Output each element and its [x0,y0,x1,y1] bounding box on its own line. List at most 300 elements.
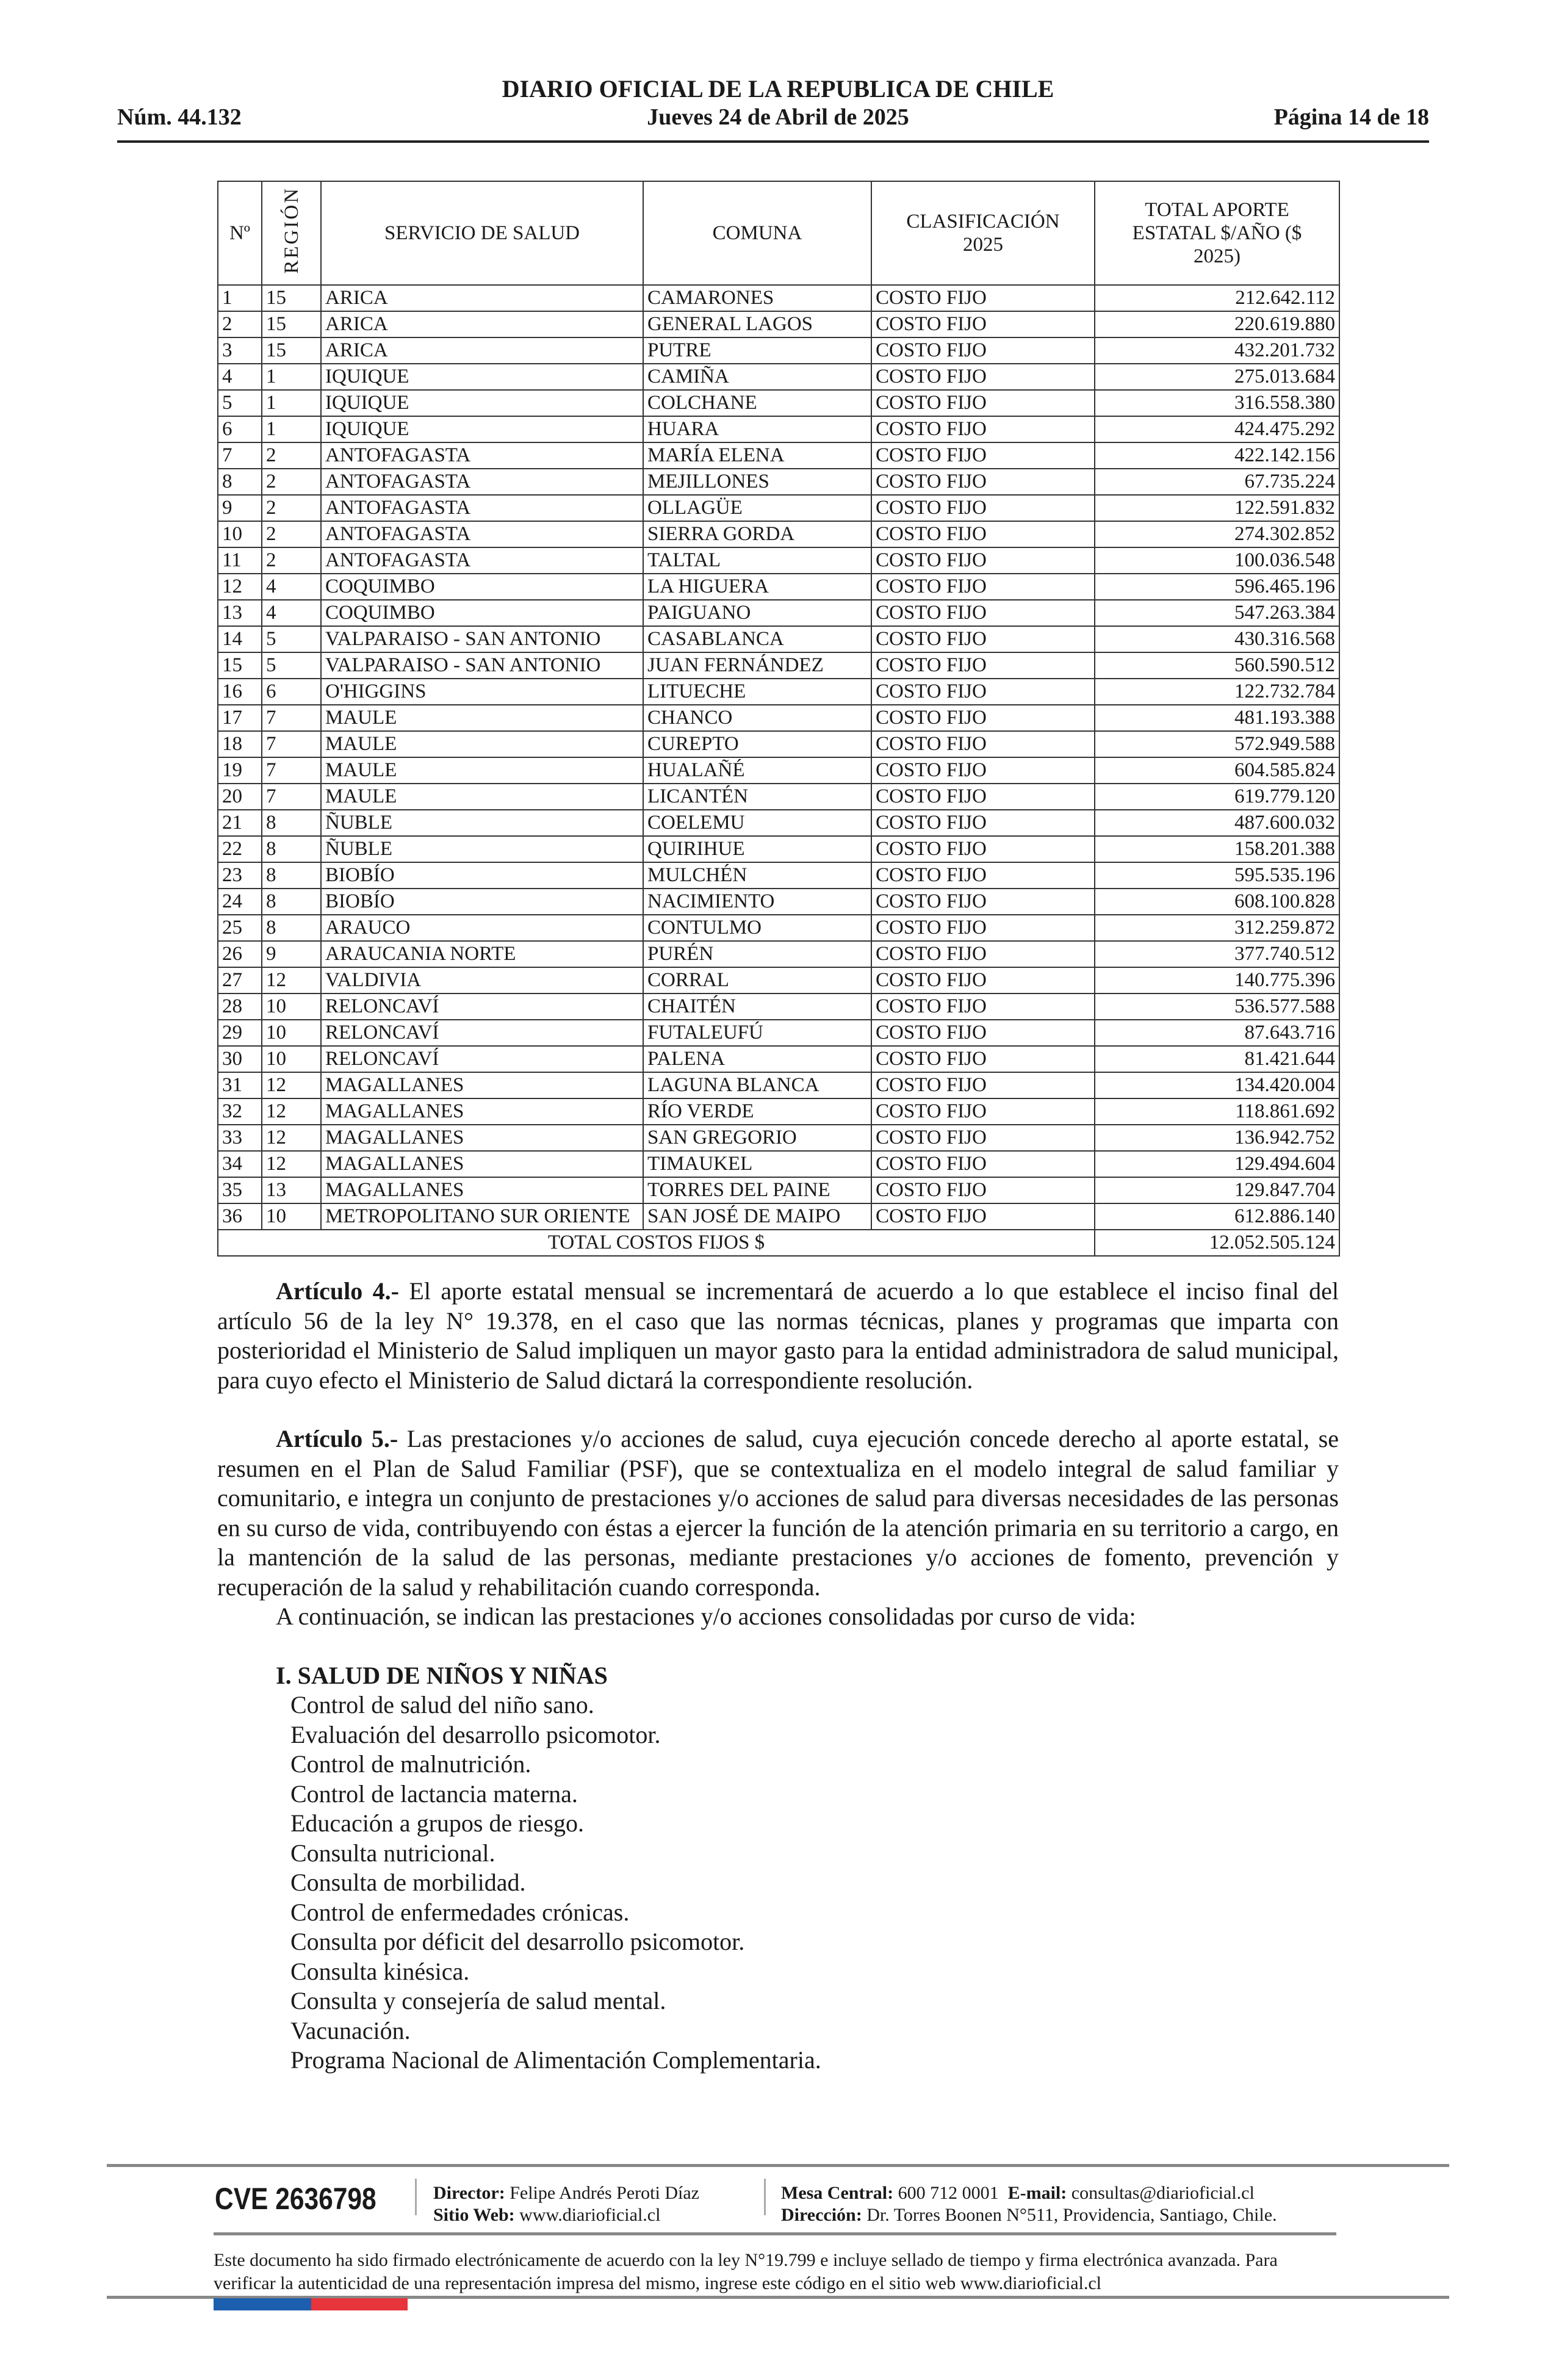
row-region: 5 [262,626,321,652]
table-row [218,1072,1339,1098]
row-total: 212.642.112 [1095,285,1339,311]
row-region: 1 [262,416,321,442]
row-total: 87.643.716 [1095,1020,1339,1046]
row-region: 12 [262,1072,321,1098]
row-number: 9 [218,495,262,521]
row-comuna: COLCHANE [643,390,871,416]
header-divider [117,140,1429,143]
row-comuna: CAMIÑA [643,364,871,390]
row-servicio: COQUIMBO [321,574,643,600]
table-row [218,469,1339,495]
row-region: 8 [262,862,321,889]
row-region: 15 [262,311,321,337]
region-header-label: REGIÓN [280,187,303,274]
row-number: 6 [218,416,262,442]
row-clasificacion: COSTO FIJO [871,705,1095,731]
row-comuna: MARÍA ELENA [643,442,871,469]
row-servicio: VALDIVIA [321,967,643,993]
signature-disclaimer: Este documento ha sido firmado electrónicamente de acuerdo con la ley N°19.799 e incluye sellado de tiempo y firma electrónica avanzada. Para verificar la autenticidad de una representación impresa del mismo, ingrese este código en el sitio web www.diarioficial.cl [214,2250,1278,2293]
row-comuna: LITUECHE [643,679,871,705]
row-comuna: OLLAGÜE [643,495,871,521]
row-total: 422.142.156 [1095,442,1339,469]
row-number: 21 [218,810,262,836]
row-total: 274.302.852 [1095,521,1339,547]
row-comuna: TORRES DEL PAINE [643,1177,871,1203]
row-clasificacion: COSTO FIJO [871,941,1095,967]
list-item: Control de enfermedades crónicas. [290,1898,630,1926]
list-item: Consulta y consejería de salud mental. [290,1987,666,2014]
row-total: 158.201.388 [1095,836,1339,862]
row-region: 8 [262,889,321,915]
cve-code: CVE 2636798 [215,2182,376,2216]
list-item: Vacunación. [290,2016,411,2044]
table-row [218,810,1339,836]
row-region: 2 [262,469,321,495]
footer-divider [107,2164,1449,2167]
row-clasificacion: COSTO FIJO [871,521,1095,547]
row-clasificacion: COSTO FIJO [871,311,1095,337]
prestaciones-list [217,1690,1339,2075]
row-servicio: ARICA [321,285,643,311]
table-row [218,285,1339,311]
row-number: 19 [218,757,262,784]
row-comuna: CAMARONES [643,285,871,311]
row-comuna: SIERRA GORDA [643,521,871,547]
table-row [218,1020,1339,1046]
row-clasificacion: COSTO FIJO [871,810,1095,836]
row-servicio: IQUIQUE [321,390,643,416]
row-number: 18 [218,731,262,757]
table-row [218,784,1339,810]
row-clasificacion: COSTO FIJO [871,1046,1095,1072]
row-number: 36 [218,1203,262,1230]
row-total: 424.475.292 [1095,416,1339,442]
table-row [218,416,1339,442]
col-header-comuna: COMUNA [643,181,871,285]
row-total: 136.942.752 [1095,1125,1339,1151]
list-item: Consulta kinésica. [290,1957,470,1985]
row-number: 11 [218,547,262,574]
row-clasificacion: COSTO FIJO [871,757,1095,784]
row-clasificacion: COSTO FIJO [871,967,1095,993]
row-total: 430.316.568 [1095,626,1339,652]
row-servicio: MAGALLANES [321,1125,643,1151]
row-clasificacion: COSTO FIJO [871,574,1095,600]
row-comuna: MEJILLONES [643,469,871,495]
row-number: 20 [218,784,262,810]
table-row [218,574,1339,600]
row-comuna: FUTALEUFÚ [643,1020,871,1046]
article-4-text: El aporte estatal mensual se incrementará de acuerdo a lo que establece el inciso final del artículo 56 de la ley N° 19.378, en el caso que las normas técnicas, planes y programas que imparta con posterioridad el Ministerio de Salud impliquen un mayor gasto para la entidad administradora de salud municipal, para cuyo efecto el Ministerio de Salud dictará la correspondiente resolución. [217,1277,1339,1394]
row-number: 14 [218,626,262,652]
row-region: 9 [262,941,321,967]
row-comuna: SAN JOSÉ DE MAIPO [643,1203,871,1230]
row-total: 560.590.512 [1095,652,1339,679]
row-servicio: ARAUCANIA NORTE [321,941,643,967]
row-total: 220.619.880 [1095,311,1339,337]
row-clasificacion: COSTO FIJO [871,652,1095,679]
aporte-table [217,181,1340,1257]
article-5 [217,1424,1339,1602]
table-row [218,862,1339,889]
table-row [218,1046,1339,1072]
row-number: 8 [218,469,262,495]
row-number: 24 [218,889,262,915]
row-servicio: ANTOFAGASTA [321,469,643,495]
row-servicio: MAULE [321,731,643,757]
row-comuna: QUIRIHUE [643,836,871,862]
table-row [218,967,1339,993]
row-total: 487.600.032 [1095,810,1339,836]
table-row [218,311,1339,337]
row-number: 22 [218,836,262,862]
row-region: 2 [262,442,321,469]
list-item: Control de lactancia materna. [290,1780,578,1808]
row-clasificacion: COSTO FIJO [871,731,1095,757]
table-row [218,1177,1339,1203]
table-row [218,889,1339,915]
row-total: 572.949.588 [1095,731,1339,757]
row-region: 7 [262,757,321,784]
row-clasificacion: COSTO FIJO [871,1072,1095,1098]
article-4-title: Artículo 4.- [276,1277,399,1305]
row-comuna: CORRAL [643,967,871,993]
row-comuna: TALTAL [643,547,871,574]
row-comuna: CONTULMO [643,915,871,941]
table-header-row [218,181,1339,285]
row-region: 10 [262,1020,321,1046]
table-row [218,521,1339,547]
row-region: 10 [262,1046,321,1072]
row-clasificacion: COSTO FIJO [871,495,1095,521]
address-label: Dirección: [781,2205,862,2225]
row-servicio: BIOBÍO [321,862,643,889]
row-number: 28 [218,993,262,1020]
row-number: 12 [218,574,262,600]
row-comuna: CHAITÉN [643,993,871,1020]
total-row [218,1230,1339,1256]
row-region: 8 [262,915,321,941]
row-servicio: ÑUBLE [321,836,643,862]
row-number: 27 [218,967,262,993]
row-comuna: RÍO VERDE [643,1098,871,1125]
row-servicio: BIOBÍO [321,889,643,915]
flag-stripe-red [311,2298,408,2310]
row-number: 4 [218,364,262,390]
row-number: 2 [218,311,262,337]
row-number: 26 [218,941,262,967]
row-region: 6 [262,679,321,705]
row-clasificacion: COSTO FIJO [871,836,1095,862]
row-number: 34 [218,1151,262,1177]
row-total: 140.775.396 [1095,967,1339,993]
row-servicio: MAULE [321,757,643,784]
issue-number: Núm. 44.132 [117,104,242,130]
row-servicio: RELONCAVÍ [321,1020,643,1046]
row-number: 15 [218,652,262,679]
row-comuna: PUTRE [643,337,871,364]
row-total: 595.535.196 [1095,862,1339,889]
row-number: 30 [218,1046,262,1072]
row-number: 17 [218,705,262,731]
row-clasificacion: COSTO FIJO [871,993,1095,1020]
document-body [217,1277,1339,2075]
row-comuna: NACIMIENTO [643,889,871,915]
website-link[interactable]: www.diarioficial.cl [519,2205,661,2225]
row-number: 31 [218,1072,262,1098]
row-total: 536.577.588 [1095,993,1339,1020]
row-servicio: IQUIQUE [321,364,643,390]
flag-stripe-blue [214,2298,311,2310]
row-comuna: CASABLANCA [643,626,871,652]
row-clasificacion: COSTO FIJO [871,1125,1095,1151]
row-number: 35 [218,1177,262,1203]
row-comuna: TIMAUKEL [643,1151,871,1177]
row-servicio: MAGALLANES [321,1072,643,1098]
row-region: 12 [262,1098,321,1125]
table-row [218,1098,1339,1125]
table-row [218,705,1339,731]
row-total: 432.201.732 [1095,337,1339,364]
table-row [218,600,1339,626]
row-servicio: ÑUBLE [321,810,643,836]
row-region: 5 [262,652,321,679]
row-region: 4 [262,574,321,600]
row-comuna: PALENA [643,1046,871,1072]
col-header-total: TOTAL APORTE ESTATAL $/AÑO ($ 2025) [1095,181,1339,285]
footer-director-block [433,2182,699,2226]
row-total: 312.259.872 [1095,915,1339,941]
row-clasificacion: COSTO FIJO [871,285,1095,311]
table-row [218,547,1339,574]
row-servicio: ANTOFAGASTA [321,521,643,547]
row-comuna: PURÉN [643,941,871,967]
row-region: 1 [262,364,321,390]
article-5-title: Artículo 5.- [276,1425,398,1452]
row-comuna: CHANCO [643,705,871,731]
row-region: 4 [262,600,321,626]
row-servicio: IQUIQUE [321,416,643,442]
row-servicio: RELONCAVÍ [321,993,643,1020]
row-clasificacion: COSTO FIJO [871,1177,1095,1203]
row-clasificacion: COSTO FIJO [871,784,1095,810]
row-region: 7 [262,731,321,757]
table-row [218,390,1339,416]
list-item: Control de malnutrición. [290,1750,531,1778]
row-clasificacion: COSTO FIJO [871,1203,1095,1230]
row-region: 15 [262,337,321,364]
row-region: 10 [262,1203,321,1230]
table-row [218,495,1339,521]
row-number: 13 [218,600,262,626]
table-row [218,941,1339,967]
list-item: Consulta de morbilidad. [290,1869,526,1896]
row-number: 3 [218,337,262,364]
row-number: 33 [218,1125,262,1151]
table-row [218,652,1339,679]
row-servicio: ANTOFAGASTA [321,495,643,521]
row-clasificacion: COSTO FIJO [871,915,1095,941]
row-clasificacion: COSTO FIJO [871,626,1095,652]
row-comuna: SAN GREGORIO [643,1125,871,1151]
row-total: 134.420.004 [1095,1072,1339,1098]
row-clasificacion: COSTO FIJO [871,364,1095,390]
row-total: 547.263.384 [1095,600,1339,626]
col-header-servicio: SERVICIO DE SALUD [321,181,643,285]
section-title: I. SALUD DE NIÑOS Y NIÑAS [276,1661,608,1689]
footer-contact-block [781,2182,1277,2226]
row-total: 608.100.828 [1095,889,1339,915]
row-total: 122.591.832 [1095,495,1339,521]
row-region: 2 [262,521,321,547]
row-total: 612.886.140 [1095,1203,1339,1230]
email-link[interactable]: consultas@diarioficial.cl [1071,2183,1255,2203]
row-comuna: COELEMU [643,810,871,836]
row-servicio: ARAUCO [321,915,643,941]
table-row [218,731,1339,757]
row-region: 7 [262,705,321,731]
page-number: Página 14 de 18 [1273,104,1429,130]
table-row [218,679,1339,705]
row-number: 16 [218,679,262,705]
total-value: 12.052.505.124 [1095,1230,1339,1256]
list-item: Programa Nacional de Alimentación Complementaria. [290,2046,821,2074]
row-comuna: GENERAL LAGOS [643,311,871,337]
row-clasificacion: COSTO FIJO [871,337,1095,364]
row-clasificacion: COSTO FIJO [871,390,1095,416]
col-header-region [262,181,321,285]
row-total: 67.735.224 [1095,469,1339,495]
mesa-label: Mesa Central: [781,2183,894,2203]
row-servicio: MAULE [321,784,643,810]
newspaper-title: DIARIO OFICIAL DE LA REPUBLICA DE CHILE [502,75,1054,103]
row-comuna: LICANTÉN [643,784,871,810]
row-comuna: MULCHÉN [643,862,871,889]
row-region: 12 [262,967,321,993]
row-number: 25 [218,915,262,941]
row-servicio: ARICA [321,337,643,364]
row-number: 5 [218,390,262,416]
row-servicio: MAULE [321,705,643,731]
footer-divider [214,2232,1336,2235]
table-row [218,1151,1339,1177]
issue-date: Jueves 24 de Abril de 2025 [647,104,909,130]
list-item: Control de salud del niño sano. [290,1691,594,1718]
row-comuna: HUARA [643,416,871,442]
row-clasificacion: COSTO FIJO [871,547,1095,574]
row-total: 129.847.704 [1095,1177,1339,1203]
row-total: 129.494.604 [1095,1151,1339,1177]
row-servicio: O'HIGGINS [321,679,643,705]
continuation-text: A continuación, se indican las prestaciones y/o acciones consolidadas por curso de vida: [276,1603,1136,1630]
row-clasificacion: COSTO FIJO [871,889,1095,915]
table-row [218,337,1339,364]
row-servicio: MAGALLANES [321,1098,643,1125]
row-region: 7 [262,784,321,810]
row-comuna: CUREPTO [643,731,871,757]
col-header-clasificacion: CLASIFICACIÓN 2025 [871,181,1095,285]
address: Dr. Torres Boonen N°511, Providencia, Santiago, Chile. [866,2205,1277,2225]
table-row [218,915,1339,941]
row-clasificacion: COSTO FIJO [871,600,1095,626]
list-item: Educación a grupos de riesgo. [290,1809,584,1837]
footer-separator [764,2179,766,2215]
row-clasificacion: COSTO FIJO [871,679,1095,705]
row-comuna: HUALAÑÉ [643,757,871,784]
row-servicio: VALPARAISO - SAN ANTONIO [321,626,643,652]
row-region: 8 [262,836,321,862]
col-header-n: Nº [218,181,262,285]
total-label: TOTAL COSTOS FIJOS $ [218,1230,1095,1256]
director-label: Director: [433,2183,505,2203]
row-number: 7 [218,442,262,469]
row-region: 15 [262,285,321,311]
table-row [218,993,1339,1020]
row-number: 10 [218,521,262,547]
row-region: 10 [262,993,321,1020]
row-total: 100.036.548 [1095,547,1339,574]
row-total: 316.558.380 [1095,390,1339,416]
row-region: 1 [262,390,321,416]
row-total: 118.861.692 [1095,1098,1339,1125]
row-region: 2 [262,547,321,574]
row-servicio: ANTOFAGASTA [321,547,643,574]
row-servicio: RELONCAVÍ [321,1046,643,1072]
row-clasificacion: COSTO FIJO [871,416,1095,442]
table-row [218,757,1339,784]
table-row [218,626,1339,652]
article-4 [217,1277,1339,1395]
row-comuna: LA HIGUERA [643,574,871,600]
row-region: 8 [262,810,321,836]
row-clasificacion: COSTO FIJO [871,1151,1095,1177]
row-servicio: VALPARAISO - SAN ANTONIO [321,652,643,679]
table-row [218,1203,1339,1230]
row-total: 377.740.512 [1095,941,1339,967]
row-comuna: LAGUNA BLANCA [643,1072,871,1098]
row-clasificacion: COSTO FIJO [871,442,1095,469]
table-row [218,836,1339,862]
row-clasificacion: COSTO FIJO [871,469,1095,495]
row-region: 13 [262,1177,321,1203]
list-item: Evaluación del desarrollo psicomotor. [290,1720,661,1748]
list-item: Consulta nutricional. [290,1839,495,1867]
director-name: Felipe Andrés Peroti Díaz [510,2183,699,2203]
row-region: 2 [262,495,321,521]
row-total: 604.585.824 [1095,757,1339,784]
row-total: 596.465.196 [1095,574,1339,600]
table-row [218,1125,1339,1151]
row-total: 275.013.684 [1095,364,1339,390]
row-number: 32 [218,1098,262,1125]
row-number: 1 [218,285,262,311]
row-clasificacion: COSTO FIJO [871,1020,1095,1046]
row-comuna: JUAN FERNÁNDEZ [643,652,871,679]
row-total: 481.193.388 [1095,705,1339,731]
row-number: 29 [218,1020,262,1046]
table-row [218,364,1339,390]
table-body [218,285,1339,1230]
mesa-phone: 600 712 0001 [898,2183,999,2203]
row-clasificacion: COSTO FIJO [871,862,1095,889]
row-servicio: ARICA [321,311,643,337]
email-label: E-mail: [1007,2183,1067,2203]
list-item: Consulta por déficit del desarrollo psicomotor. [290,1928,745,1955]
table-row [218,442,1339,469]
row-region: 12 [262,1151,321,1177]
row-servicio: ANTOFAGASTA [321,442,643,469]
row-clasificacion: COSTO FIJO [871,1098,1095,1125]
